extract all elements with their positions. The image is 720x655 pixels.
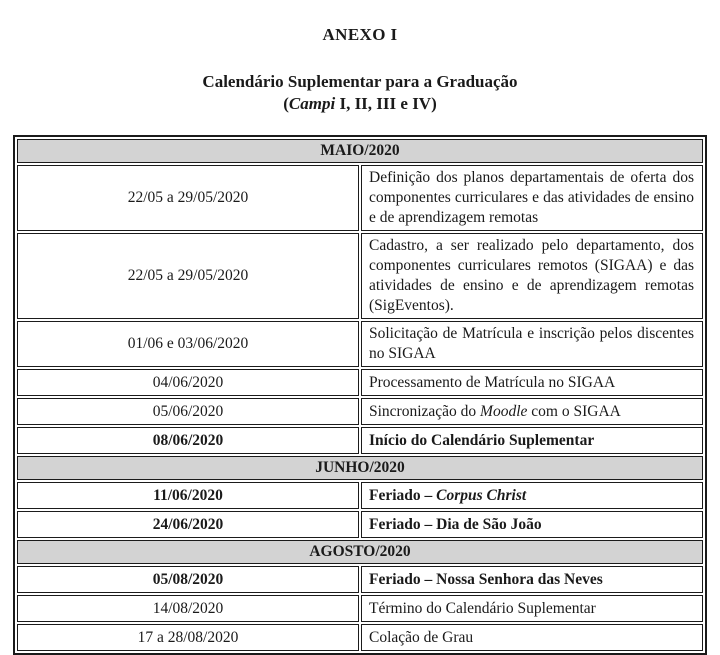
table-row — [17, 624, 703, 651]
month-section-header: JUNHO/2020 — [17, 456, 703, 480]
month-section-header: MAIO/2020 — [17, 139, 703, 163]
calendar-subtitle: Calendário Suplementar para a Graduação — [202, 72, 518, 91]
event-date-cell: 14/08/2020 — [17, 595, 359, 622]
campi-subtitle: (Campi I, II, III e IV) — [283, 94, 437, 113]
event-date-cell: 08/06/2020 — [17, 427, 359, 454]
event-description-cell: Feriado – Corpus Christ — [361, 482, 703, 509]
annex-title: ANEXO I — [322, 25, 398, 44]
table-row — [17, 165, 703, 231]
table-row — [17, 321, 703, 367]
table-row — [17, 511, 703, 538]
month-section-row-agosto — [17, 540, 703, 564]
event-description-cell: Término do Calendário Suplementar — [361, 595, 703, 622]
table-row — [17, 398, 703, 425]
event-description-cell: Solicitação de Matrícula e inscrição pelos discentes no SIGAA — [361, 321, 703, 367]
event-date-cell: 22/05 a 29/05/2020 — [17, 233, 359, 319]
event-date-cell: 01/06 e 03/06/2020 — [17, 321, 359, 367]
event-description-cell: Início do Calendário Suplementar — [361, 427, 703, 454]
event-description-cell: Definição dos planos departamentais de oferta dos componentes curriculares e das atividades de ensino e de aprendizagem remotas — [361, 165, 703, 231]
month-section-row-junho — [17, 456, 703, 480]
table-row — [17, 595, 703, 622]
month-section-row-maio — [17, 139, 703, 163]
event-date-cell: 17 a 28/08/2020 — [17, 624, 359, 651]
event-date-cell: 22/05 a 29/05/2020 — [17, 165, 359, 231]
event-description-cell: Sincronização do Moodle com o SIGAA — [361, 398, 703, 425]
month-section-header: AGOSTO/2020 — [17, 540, 703, 564]
event-description-cell: Feriado – Nossa Senhora das Neves — [361, 566, 703, 593]
event-description-cell: Cadastro, a ser realizado pelo departamento, dos componentes curriculares remotos (SIGAA) e das atividades de ensino e de aprendizagem remotas (SigEventos). — [361, 233, 703, 319]
event-description-cell: Colação de Grau — [361, 624, 703, 651]
table-row — [17, 233, 703, 319]
event-date-cell: 11/06/2020 — [17, 482, 359, 509]
event-date-cell: 24/06/2020 — [17, 511, 359, 538]
table-row — [17, 427, 703, 454]
event-description-cell: Feriado – Dia de São João — [361, 511, 703, 538]
event-date-cell: 04/06/2020 — [17, 369, 359, 396]
event-date-cell: 05/08/2020 — [17, 566, 359, 593]
event-date-cell: 05/06/2020 — [17, 398, 359, 425]
table-row — [17, 369, 703, 396]
table-row — [17, 482, 703, 509]
event-description-cell: Processamento de Matrícula no SIGAA — [361, 369, 703, 396]
table-row — [17, 566, 703, 593]
supplementary-calendar-table — [13, 135, 707, 655]
